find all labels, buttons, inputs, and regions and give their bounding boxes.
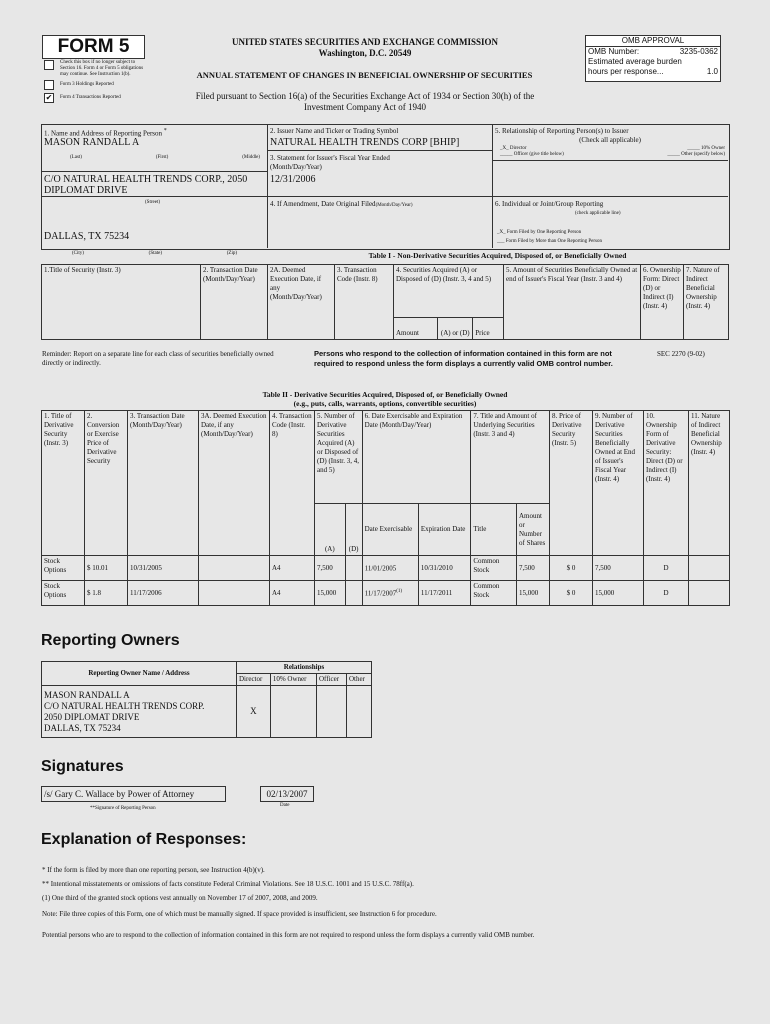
rel-owner[interactable]: _____ 10% Owner bbox=[687, 146, 725, 151]
table1 bbox=[41, 264, 729, 340]
t1-col3: 3. Transaction Code (Instr. 8) bbox=[335, 265, 394, 340]
t2-col1: 1. Title of Derivative Security (Instr. 3) bbox=[42, 411, 85, 556]
explanation-heading: Explanation of Responses: bbox=[41, 831, 247, 848]
owners-heading: Reporting Owners bbox=[41, 632, 180, 649]
omb-burden-label-2: hours per response... bbox=[588, 67, 664, 76]
owners-col-director: Director bbox=[237, 674, 271, 686]
reminder-right: SEC 2270 (9-02) bbox=[657, 350, 705, 358]
t1-col1: 1.Title of Security (Instr. 3) bbox=[42, 265, 201, 340]
table2-title: Table II - Derivative Securities Acquired, Disposed of, or Beneficially Owned (e.g., puts, calls, warrants, options, convertible securities) bbox=[262, 390, 508, 408]
filed-pursuant-line2: Investment Company Act of 1940 bbox=[304, 102, 426, 112]
t2-col10: 10. Ownership Form of Derivative Security: Direct (D) or Indirect (I) (Instr. 4) bbox=[644, 411, 689, 556]
reporting-name-label: 1. Name and Address of Reporting Person * bbox=[44, 128, 167, 138]
t2-sub-a: (A) bbox=[315, 504, 346, 556]
owners-col-rel: Relationships bbox=[237, 662, 372, 674]
omb-burden-label-1: Estimated average burden bbox=[588, 57, 682, 66]
t2-col3a: 3A. Deemed Execution Date, if any (Month/Day/Year) bbox=[199, 411, 270, 556]
reminder-center: Persons who respond to the collection of information contained in this form are not required to respond unless the form displays a currently valid OMB control number. bbox=[314, 349, 613, 368]
table-row: Stock Options $ 10.01 10/31/2005 A4 7,500 11/01/2005 10/31/2010 Common Stock 7,500 $ 0 7,500 D bbox=[42, 556, 730, 581]
relationship-sub: (Check all applicable) bbox=[579, 136, 641, 144]
individual-sub: (check applicable line) bbox=[575, 211, 621, 216]
signature-box bbox=[41, 786, 226, 802]
table2 bbox=[41, 410, 730, 606]
explanation-lines bbox=[42, 864, 722, 904]
reporting-address: C/O NATURAL HEALTH TRENDS CORP., 2050 DIPLOMAT DRIVE bbox=[44, 174, 248, 196]
explanation-line: * If the form is filed by more than one reporting person, see Instruction 4(b)(v). bbox=[42, 866, 265, 874]
name-sublabels: (Last) (First) (Middle) bbox=[70, 155, 260, 160]
agency-name: UNITED STATES SECURITIES AND EXCHANGE COMMISSION bbox=[232, 37, 498, 47]
t1-col2: 2. Transaction Date (Month/Day/Year) bbox=[201, 265, 268, 340]
signature-date-box bbox=[260, 786, 314, 802]
relationship-options bbox=[500, 146, 725, 158]
individual-label: 6. Individual or Joint/Group Reporting bbox=[495, 200, 604, 208]
amendment-label: 4. If Amendment, Date Original Filed(Month/Day/Year) bbox=[270, 200, 413, 208]
t1-col2a: 2A. Deemed Execution Date, if any (Month/Day/Year) bbox=[268, 265, 335, 340]
checkbox-no-longer-subject[interactable] bbox=[44, 60, 150, 78]
explanation-note: Note: File three copies of this Form, one of which must be manually signed. If space provided is insufficient, see Instruction 6 for procedure. bbox=[42, 910, 437, 918]
city-sublabels: (City) (State) (Zip) bbox=[72, 251, 237, 256]
t1-sub-aord: (A) or (D) bbox=[438, 318, 473, 340]
t2-col9: 9. Number of Derivative Securities Beneficially Owned at End of Issuer's Fiscal Year (Instr. 4) bbox=[593, 411, 644, 556]
t2-col4: 4. Transaction Code (Instr. 8) bbox=[270, 411, 315, 556]
statement-title: ANNUAL STATEMENT OF CHANGES IN BENEFICIAL OWNERSHIP OF SECURITIES bbox=[196, 70, 533, 80]
checkbox-2-label: Form 3 Holdings Reported bbox=[60, 82, 114, 87]
reminder-left: Reminder: Report on a separate line for each class of securities beneficially owned directly or indirectly. bbox=[42, 350, 274, 367]
explanation-line: ** Intentional misstatements or omissions of facts constitute Federal Criminal Violations. See 18 U.S.C. 1001 and 15 U.S.C. 78ff(a). bbox=[42, 880, 414, 888]
indiv-multi[interactable]: ___ Form Filed by More than One Reporting Person bbox=[497, 239, 602, 244]
owners-col-other: Other bbox=[346, 674, 371, 686]
t1-sub-price: Price bbox=[473, 318, 504, 340]
owner-director-mark: X bbox=[237, 686, 271, 738]
owners-col-officer: Officer bbox=[316, 674, 346, 686]
table-row: Stock Options $ 1.8 11/17/2006 A4 15,000 11/17/2007$^{(1)}$ 11/17/2011 Common Stock 15,000 $ 0 15,000 D bbox=[42, 581, 730, 606]
signature-date: 02/13/2007 bbox=[266, 789, 308, 799]
omb-approval-box bbox=[585, 35, 721, 82]
omb-number-label: OMB Number: bbox=[588, 47, 640, 56]
checkbox-3-label: Form 4 Transactions Reported bbox=[60, 95, 121, 100]
city-line: DALLAS, TX 75234 bbox=[44, 231, 130, 242]
omb-burden-value: 1.0 bbox=[706, 67, 718, 76]
issuer-label: 2. Issuer Name and Ticker or Trading Symbol bbox=[270, 127, 399, 135]
owners-col-name: Reporting Owner Name / Address bbox=[42, 662, 237, 686]
checkbox-form4[interactable] bbox=[44, 93, 150, 103]
t2-sub-expiration: Expiration Date bbox=[418, 504, 470, 556]
street-label: (Street) bbox=[145, 200, 160, 205]
checkbox-form3[interactable] bbox=[44, 80, 150, 90]
issuer-name: NATURAL HEALTH TRENDS CORP [BHIP] bbox=[270, 137, 460, 148]
rel-director[interactable]: _X_ Director bbox=[500, 146, 527, 151]
filed-pursuant bbox=[150, 91, 580, 113]
rel-other[interactable]: _____ Other (specify below) bbox=[667, 152, 725, 157]
t2-sub-title: Title bbox=[471, 504, 517, 556]
signer-name: /s/ Gary C. Wallace by Power of Attorney bbox=[44, 789, 195, 799]
signature-date-label: Date bbox=[280, 803, 290, 808]
relationship-label: 5. Relationship of Reporting Person(s) to Issuer bbox=[495, 127, 629, 135]
checkbox-1[interactable] bbox=[44, 60, 54, 70]
t2-col7: 7. Title and Amount of Underlying Securities (Instr. 3 and 4) bbox=[471, 411, 550, 504]
t2-col11: 11. Nature of Indirect Beneficial Ownership (Instr. 4) bbox=[689, 411, 730, 556]
t2-col3: 3. Transaction Date (Month/Day/Year) bbox=[128, 411, 199, 556]
t1-sub-amount: Amount bbox=[394, 318, 438, 340]
statement-date: 12/31/2006 bbox=[270, 174, 316, 185]
form-title: FORM 5 bbox=[57, 36, 130, 57]
filed-pursuant-line1: Filed pursuant to Section 16(a) of the Securities Exchange Act of 1934 or Section 30(h) of the bbox=[195, 91, 535, 101]
signature-label: **Signature of Reporting Person bbox=[90, 806, 156, 811]
explanation-potential: Potential persons who are to respond to the collection of information contained in this form are not required to respond unless the form displays a currently valid OMB number. bbox=[42, 931, 535, 939]
t1-col6: 6. Ownership Form: Direct (D) or Indirect (I) (Instr. 4) bbox=[641, 265, 684, 340]
table1-title: Table I - Non-Derivative Securities Acquired, Disposed of, or Beneficially Owned bbox=[368, 251, 627, 260]
t2-sub-amount: Amount or Number of Shares bbox=[517, 504, 550, 556]
checkbox-list bbox=[44, 60, 150, 103]
checkbox-2[interactable] bbox=[44, 80, 54, 90]
t2-col2: 2. Conversion or Exercise Price of Derivative Security bbox=[85, 411, 128, 556]
checkbox-3[interactable]: ✔ bbox=[45, 93, 53, 102]
t2-sub-exercisable: Date Exercisable bbox=[362, 504, 418, 556]
statement-date-label: 3. Statement for Issuer's Fiscal Year Ended (Month/Day/Year) bbox=[270, 154, 390, 171]
omb-number-value: 3235-0362 bbox=[679, 47, 718, 56]
t1-col5: 5. Amount of Securities Beneficially Owned at end of Issuer's Fiscal Year (Instr. 3 and 4) bbox=[504, 265, 641, 340]
explanation-line: (1) One third of the granted stock options vest annually on November 17 of 2007, 2008, and 2009. bbox=[42, 894, 318, 902]
reporting-name: MASON RANDALL A bbox=[44, 137, 140, 148]
agency-location: Washington, D.C. 20549 bbox=[318, 48, 412, 58]
indiv-one[interactable]: _X_ Form Filed by One Reporting Person bbox=[497, 230, 582, 235]
individual-options bbox=[497, 230, 602, 245]
t2-sub-d: (D) bbox=[345, 504, 362, 556]
t2-col5: 5. Number of Derivative Securities Acquired (A) or Disposed of (D) (Instr. 3, 4, and 5) bbox=[315, 411, 363, 504]
rel-officer[interactable]: _____ Officer (give title below) bbox=[500, 152, 564, 157]
form-title-box bbox=[42, 35, 145, 59]
owner-address: MASON RANDALL A C/O NATURAL HEALTH TRENDS CORP. 2050 DIPLOMAT DRIVE DALLAS, TX 75234 bbox=[42, 686, 237, 738]
t2-col8: 8. Price of Derivative Security (Instr. 5) bbox=[550, 411, 593, 556]
omb-title: OMB APPROVAL bbox=[586, 36, 720, 47]
t1-col4: 4. Securities Acquired (A) or Disposed of (D) (Instr. 3, 4 and 5) bbox=[394, 265, 504, 318]
t2-col6: 6. Date Exercisable and Expiration Date (Month/Day/Year) bbox=[362, 411, 471, 504]
t1-col7: 7. Nature of Indirect Beneficial Ownership (Instr. 4) bbox=[684, 265, 729, 340]
owners-col-owner: 10% Owner bbox=[270, 674, 316, 686]
omb-number-row bbox=[586, 47, 720, 57]
signatures-heading: Signatures bbox=[41, 758, 124, 775]
omb-burden-row bbox=[586, 67, 720, 77]
checkbox-1-label: Check this box if no longer subject to Section 16. Form 4 or Form 5 obligations may continue. See Instruction 1(b). bbox=[60, 60, 144, 77]
owners-table bbox=[41, 661, 372, 738]
agency-header bbox=[160, 37, 570, 58]
